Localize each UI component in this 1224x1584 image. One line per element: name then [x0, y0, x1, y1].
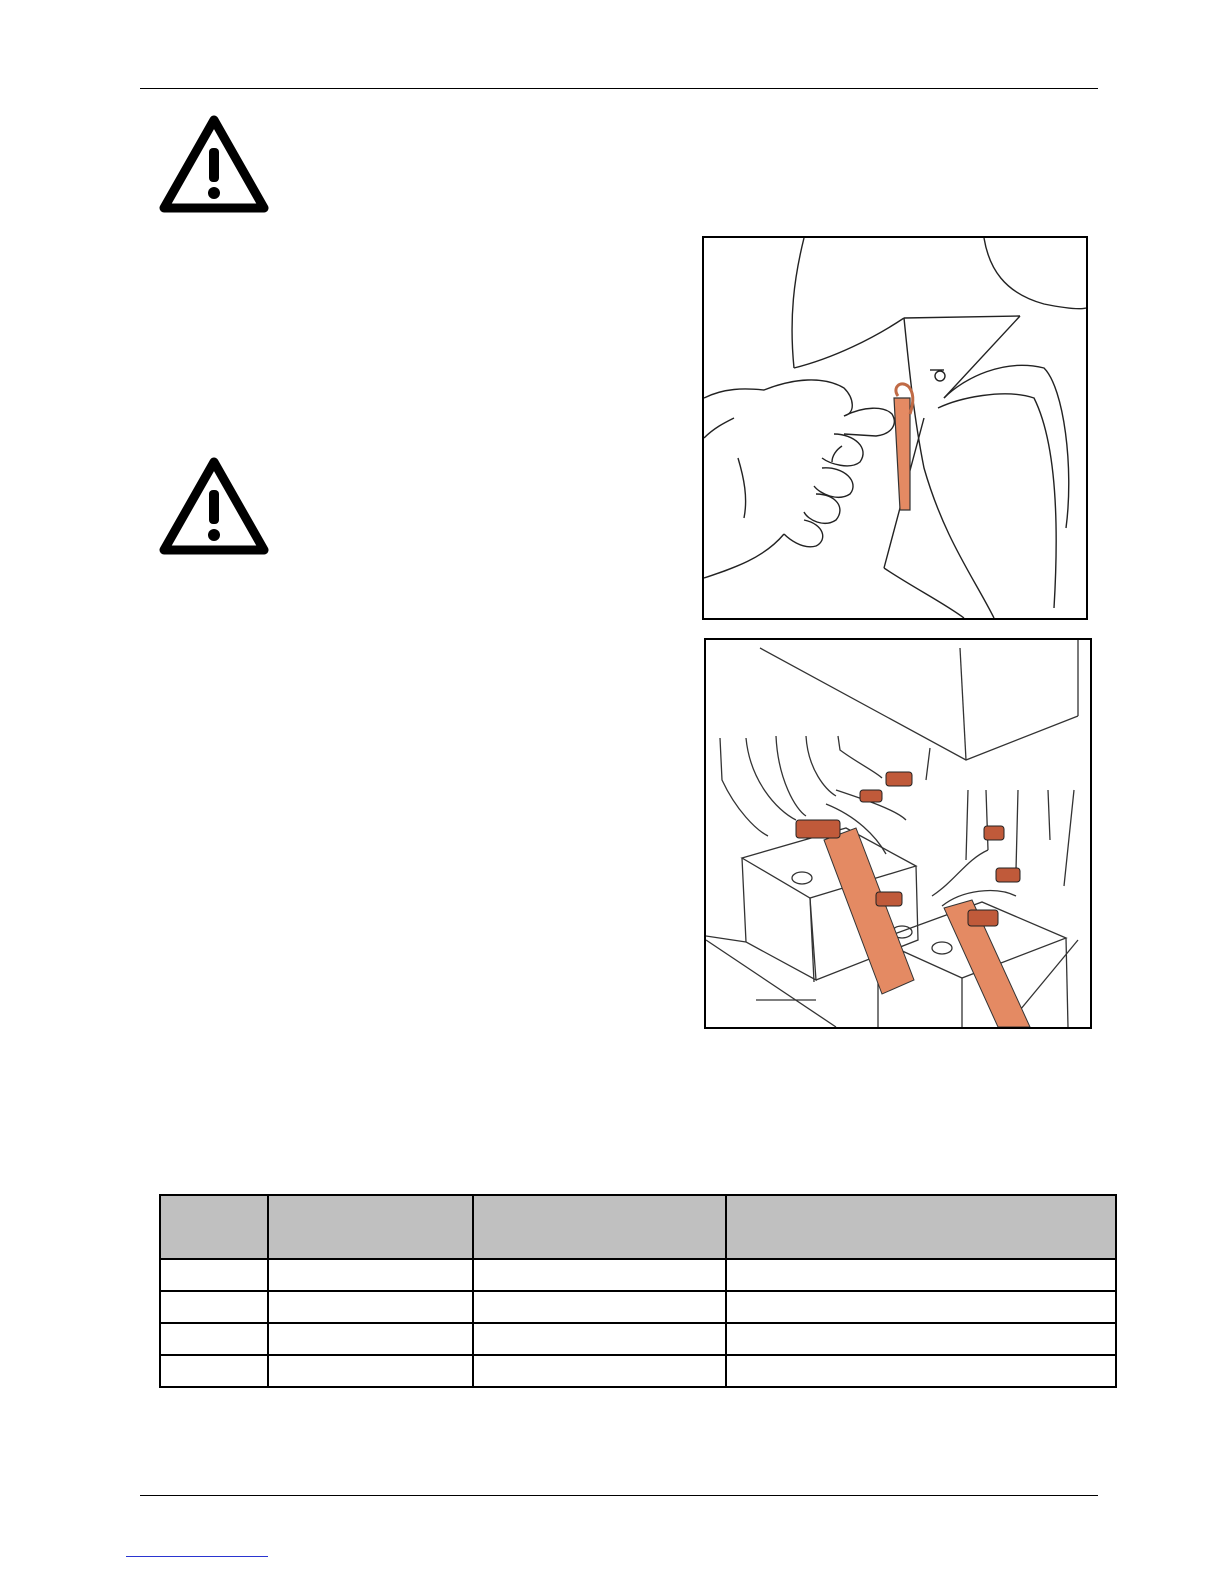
table-cell	[268, 1355, 473, 1387]
warning-triangle-icon	[158, 456, 270, 556]
table-cell	[726, 1355, 1116, 1387]
table-header-cell	[473, 1195, 726, 1259]
table-cell	[160, 1259, 268, 1291]
warning-triangle-icon	[158, 114, 270, 214]
table-header-cell	[268, 1195, 473, 1259]
table-row	[160, 1323, 1116, 1355]
table-cell	[268, 1323, 473, 1355]
table-cell	[726, 1291, 1116, 1323]
table-row	[160, 1355, 1116, 1387]
table-cell	[268, 1291, 473, 1323]
table-row	[160, 1259, 1116, 1291]
table-cell	[726, 1323, 1116, 1355]
figure-hand-pulling-strap	[702, 236, 1088, 620]
table-cell	[160, 1291, 268, 1323]
footer-rule	[140, 1495, 1098, 1496]
table-cell	[268, 1259, 473, 1291]
table-cell	[473, 1323, 726, 1355]
table-row	[160, 1291, 1116, 1323]
table-cell	[726, 1259, 1116, 1291]
table-cell	[473, 1355, 726, 1387]
table-cell	[473, 1291, 726, 1323]
header-rule	[140, 88, 1098, 89]
table-header-cell	[726, 1195, 1116, 1259]
table-header-row	[160, 1195, 1116, 1259]
figure-battery-straps	[704, 638, 1092, 1029]
strap-shape	[894, 398, 910, 510]
spec-table	[159, 1194, 1117, 1388]
table-cell	[160, 1355, 268, 1387]
table-cell	[160, 1323, 268, 1355]
table-header-cell	[160, 1195, 268, 1259]
strap-shape	[824, 828, 914, 994]
table-cell	[473, 1259, 726, 1291]
footer-link[interactable]	[126, 1556, 268, 1557]
